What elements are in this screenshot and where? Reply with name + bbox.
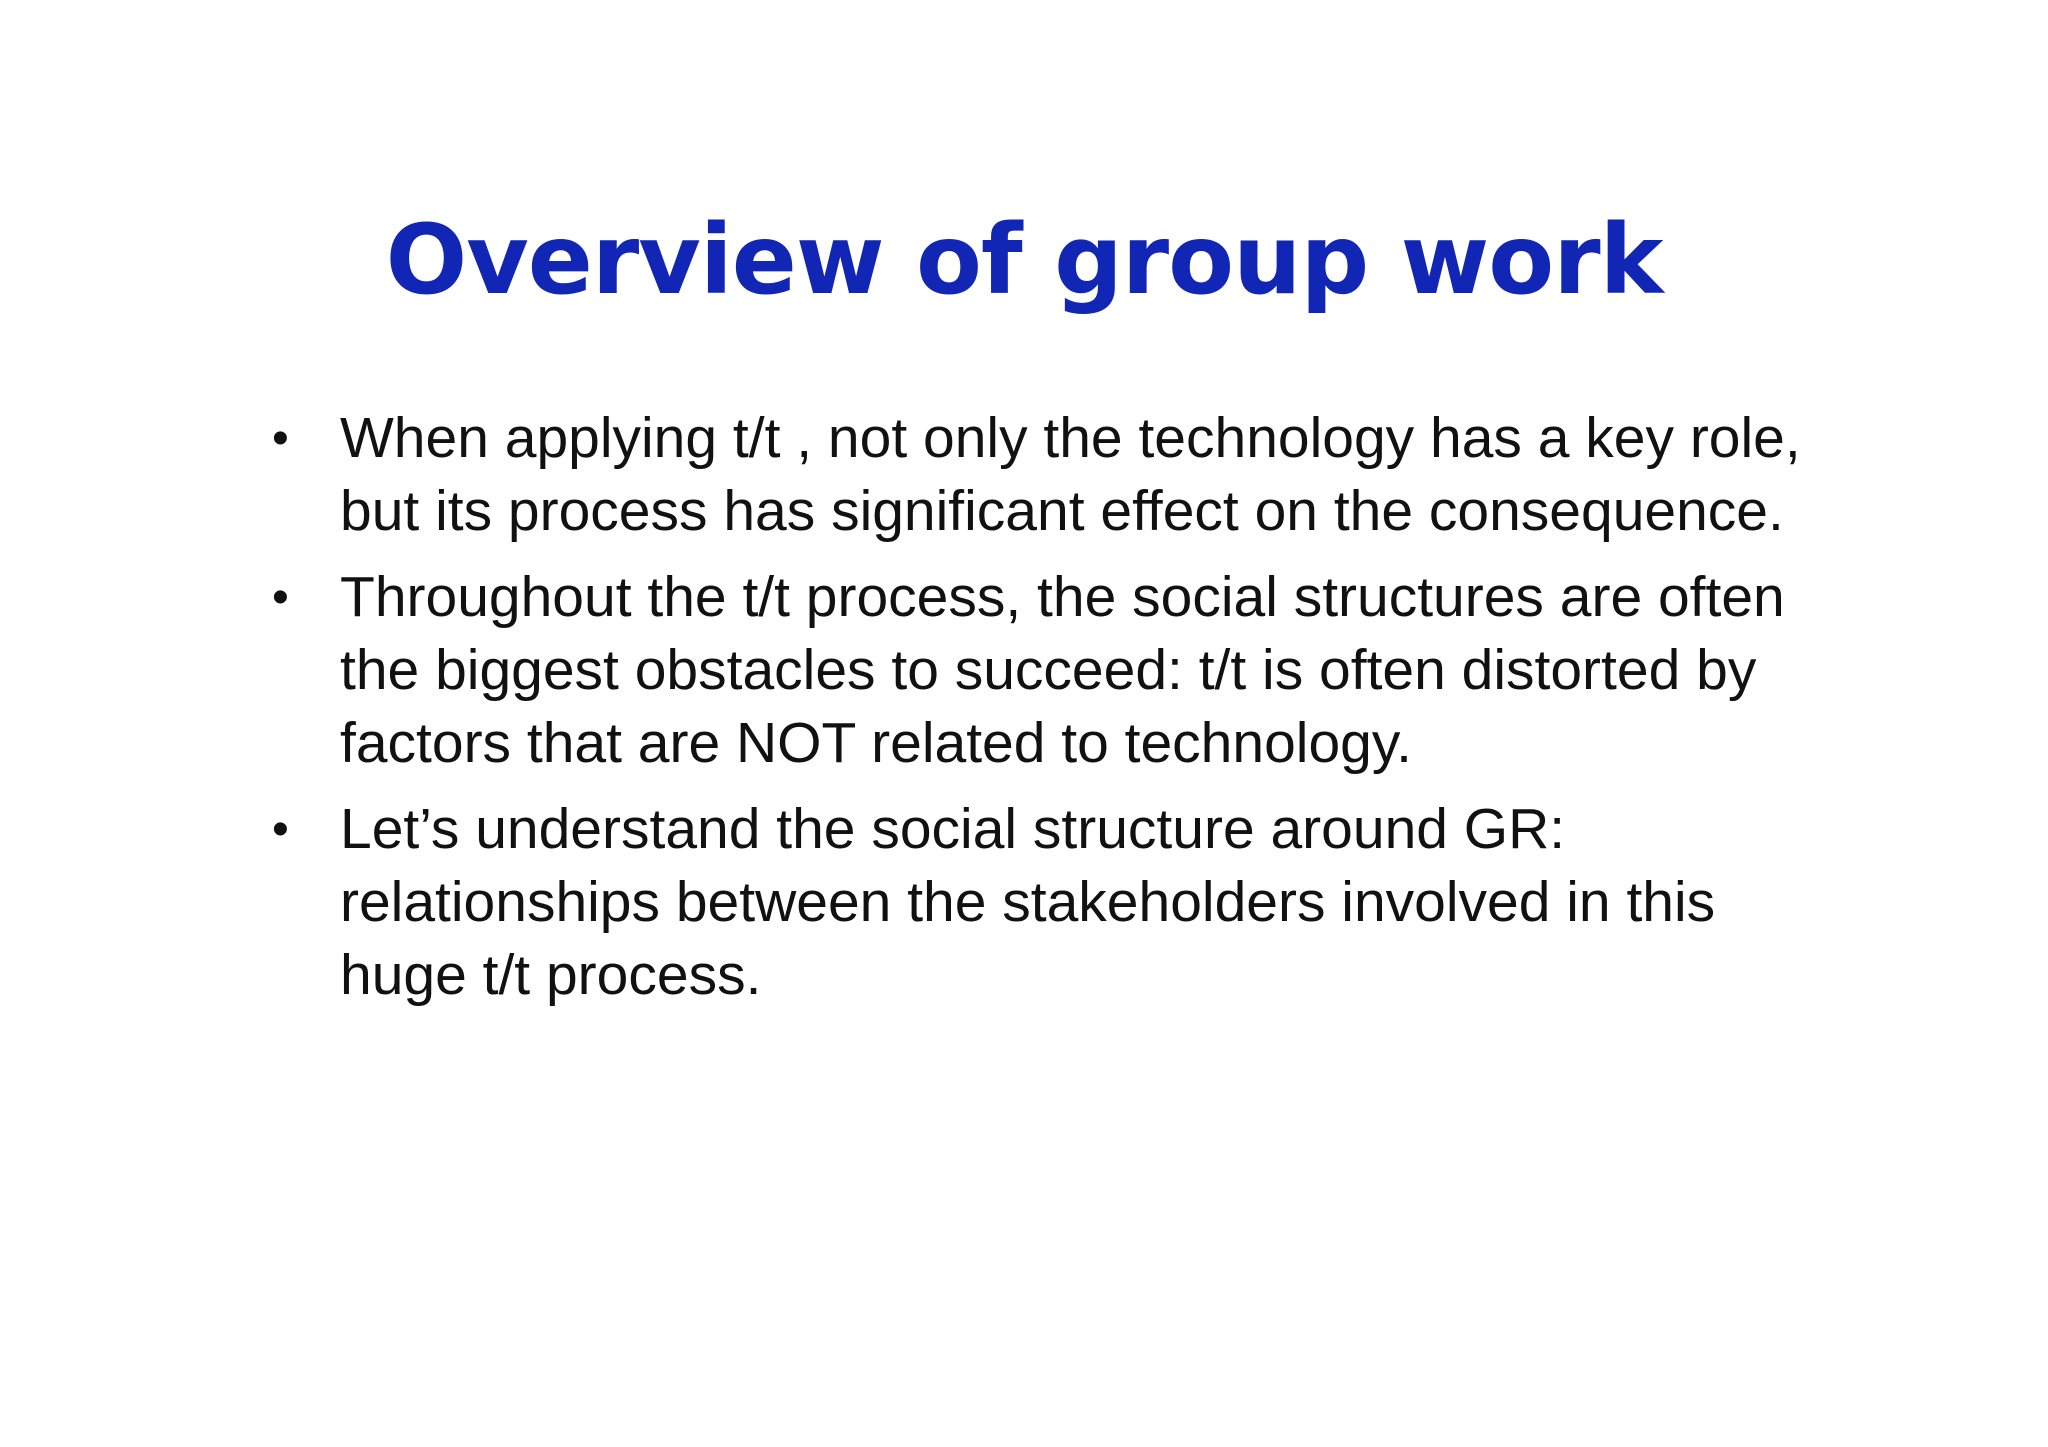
bullet-icon: •	[272, 803, 289, 856]
slide-title: Overview of group work	[385, 204, 1663, 316]
bullet-icon: •	[272, 412, 289, 465]
bullet-text: When applying t/t , not only the technology has a key role, but its process has significant effect on the consequence.	[340, 406, 1801, 543]
bullet-text: Throughout the t/t process, the social structures are often the biggest obstacles to succeed: t/t is often distorted by factors that are NOT related to technology.	[340, 565, 1785, 775]
bullet-icon: •	[272, 571, 289, 624]
bullet-item	[272, 793, 1812, 1012]
bullet-list	[272, 402, 1812, 1025]
bullet-item	[272, 402, 1812, 548]
bullet-item	[272, 561, 1812, 780]
bullet-text: Let’s understand the social structure around GR: relationships between the stakeholders involved in this huge t/t process.	[340, 797, 1716, 1007]
